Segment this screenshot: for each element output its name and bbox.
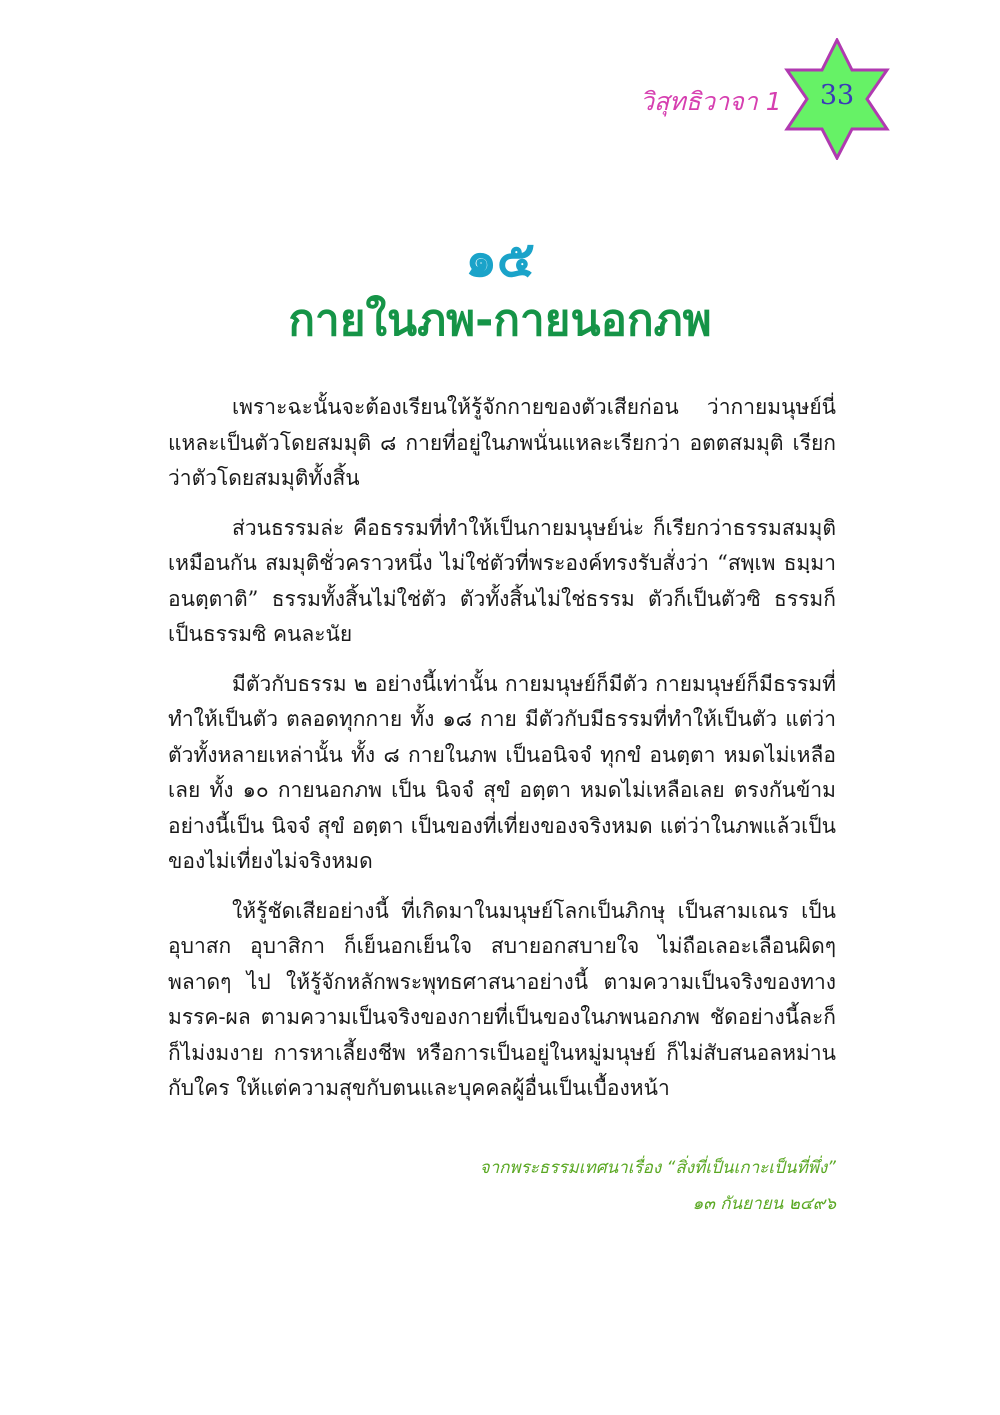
book-title: วิสุทธิวาจา 1 xyxy=(640,87,782,116)
paragraph: เพราะฉะนั้นจะต้องเรียนให้รู้จักกายของตัวเสียก่อน ว่ากายมนุษย์นี่แหละเป็นตัวโดยสมมุติ ๘ กายที่อยู่ในภพนั่นแหละเรียกว่า อตตสมมุติ เรียกว่าตัวโดยสมมุติทั้งสิ้น xyxy=(168,395,836,490)
paragraph: มีตัวกับธรรม ๒ อย่างนี้เท่านั้น กายมนุษย์ก็มีตัว กายมนุษย์ก็มีธรรมที่ทำให้เป็นตัว ตลอดทุกกาย ทั้ง ๑๘ กาย มีตัวกับมีธรรมที่ทำให้เป็นตัว แต่ว่าตัวทั้งหลายเหล่านั้น ทั้ง ๘ กายในภพ เป็นอนิจจํ ทุกขํ อนตฺตา หมดไม่เหลือเลย ทั้ง ๑๐ กายนอกภพ เป็น นิจจํ สุขํ อตฺตา หมดไม่เหลือเลย ตรงกันข้ามอย่างนี้เป็น นิจจํ สุขํ อตฺตา เป็นของที่เที่ยงของจริงหมด แต่ว่าในภพแล้วเป็นของไม่เที่ยงไม่จริงหมด xyxy=(168,671,836,873)
source-citation xyxy=(300,1150,836,1222)
paragraph: ส่วนธรรมล่ะ คือธรรมที่ทำให้เป็นกายมนุษย์น่ะ ก็เรียกว่าธรรมสมมุติเหมือนกัน สมมุติชั่วคราวหนึ่ง ไม่ใช่ตัวที่พระองค์ทรงรับสั่งว่า “สพฺเพ ธมฺมา อนตฺตาติ” ธรรมทั้งสิ้นไม่ใช่ตัว ตัวทั้งสิ้นไม่ใช่ธรรม ตัวก็เป็นตัวซิ ธรรมก็เป็นธรรมซิ คนละนัย xyxy=(168,515,836,646)
body-text xyxy=(168,390,836,1121)
chapter-title: กายในภพ-กายนอกภพ xyxy=(288,295,712,346)
chapter-number: ๑๕ xyxy=(465,230,535,288)
page-number: 33 xyxy=(819,80,855,111)
paragraph: ให้รู้ชัดเสียอย่างนี้ ที่เกิดมาในมนุษย์โลกเป็นภิกษุ เป็นสามเณร เป็นอุบาสก อุบาสิกา ก็เย็นอกเย็นใจ สบายอกสบายใจ ไม่ถือเลอะเลือนผิดๆ พลาดๆ ไป ให้รู้จักหลักพระพุทธศาสนาอย่างนี้ ตามความเป็นจริงของทาง มรรค-ผล ตามความเป็นจริงของกายที่เป็นของในภพนอกภพ ชัดอย่างนี้ละก็ ก็ไม่งมงาย การหาเลี้ยงชีพ หรือการเป็นอยู่ในหมู่มนุษย์ ก็ไม่สับสนอลหม่านกับใคร ให้แต่ความสุขกับตนและบุคคลผู้อื่นเป็นเบื้องหน้า xyxy=(168,898,836,1100)
source-date: ๑๓ กันยายน ๒๔๙๖ xyxy=(692,1194,836,1214)
source-sermon: จากพระธรรมเทศนาเรื่อง “สิ่งที่เป็นเกาะเป็นที่พึ่ง” xyxy=(479,1158,836,1178)
